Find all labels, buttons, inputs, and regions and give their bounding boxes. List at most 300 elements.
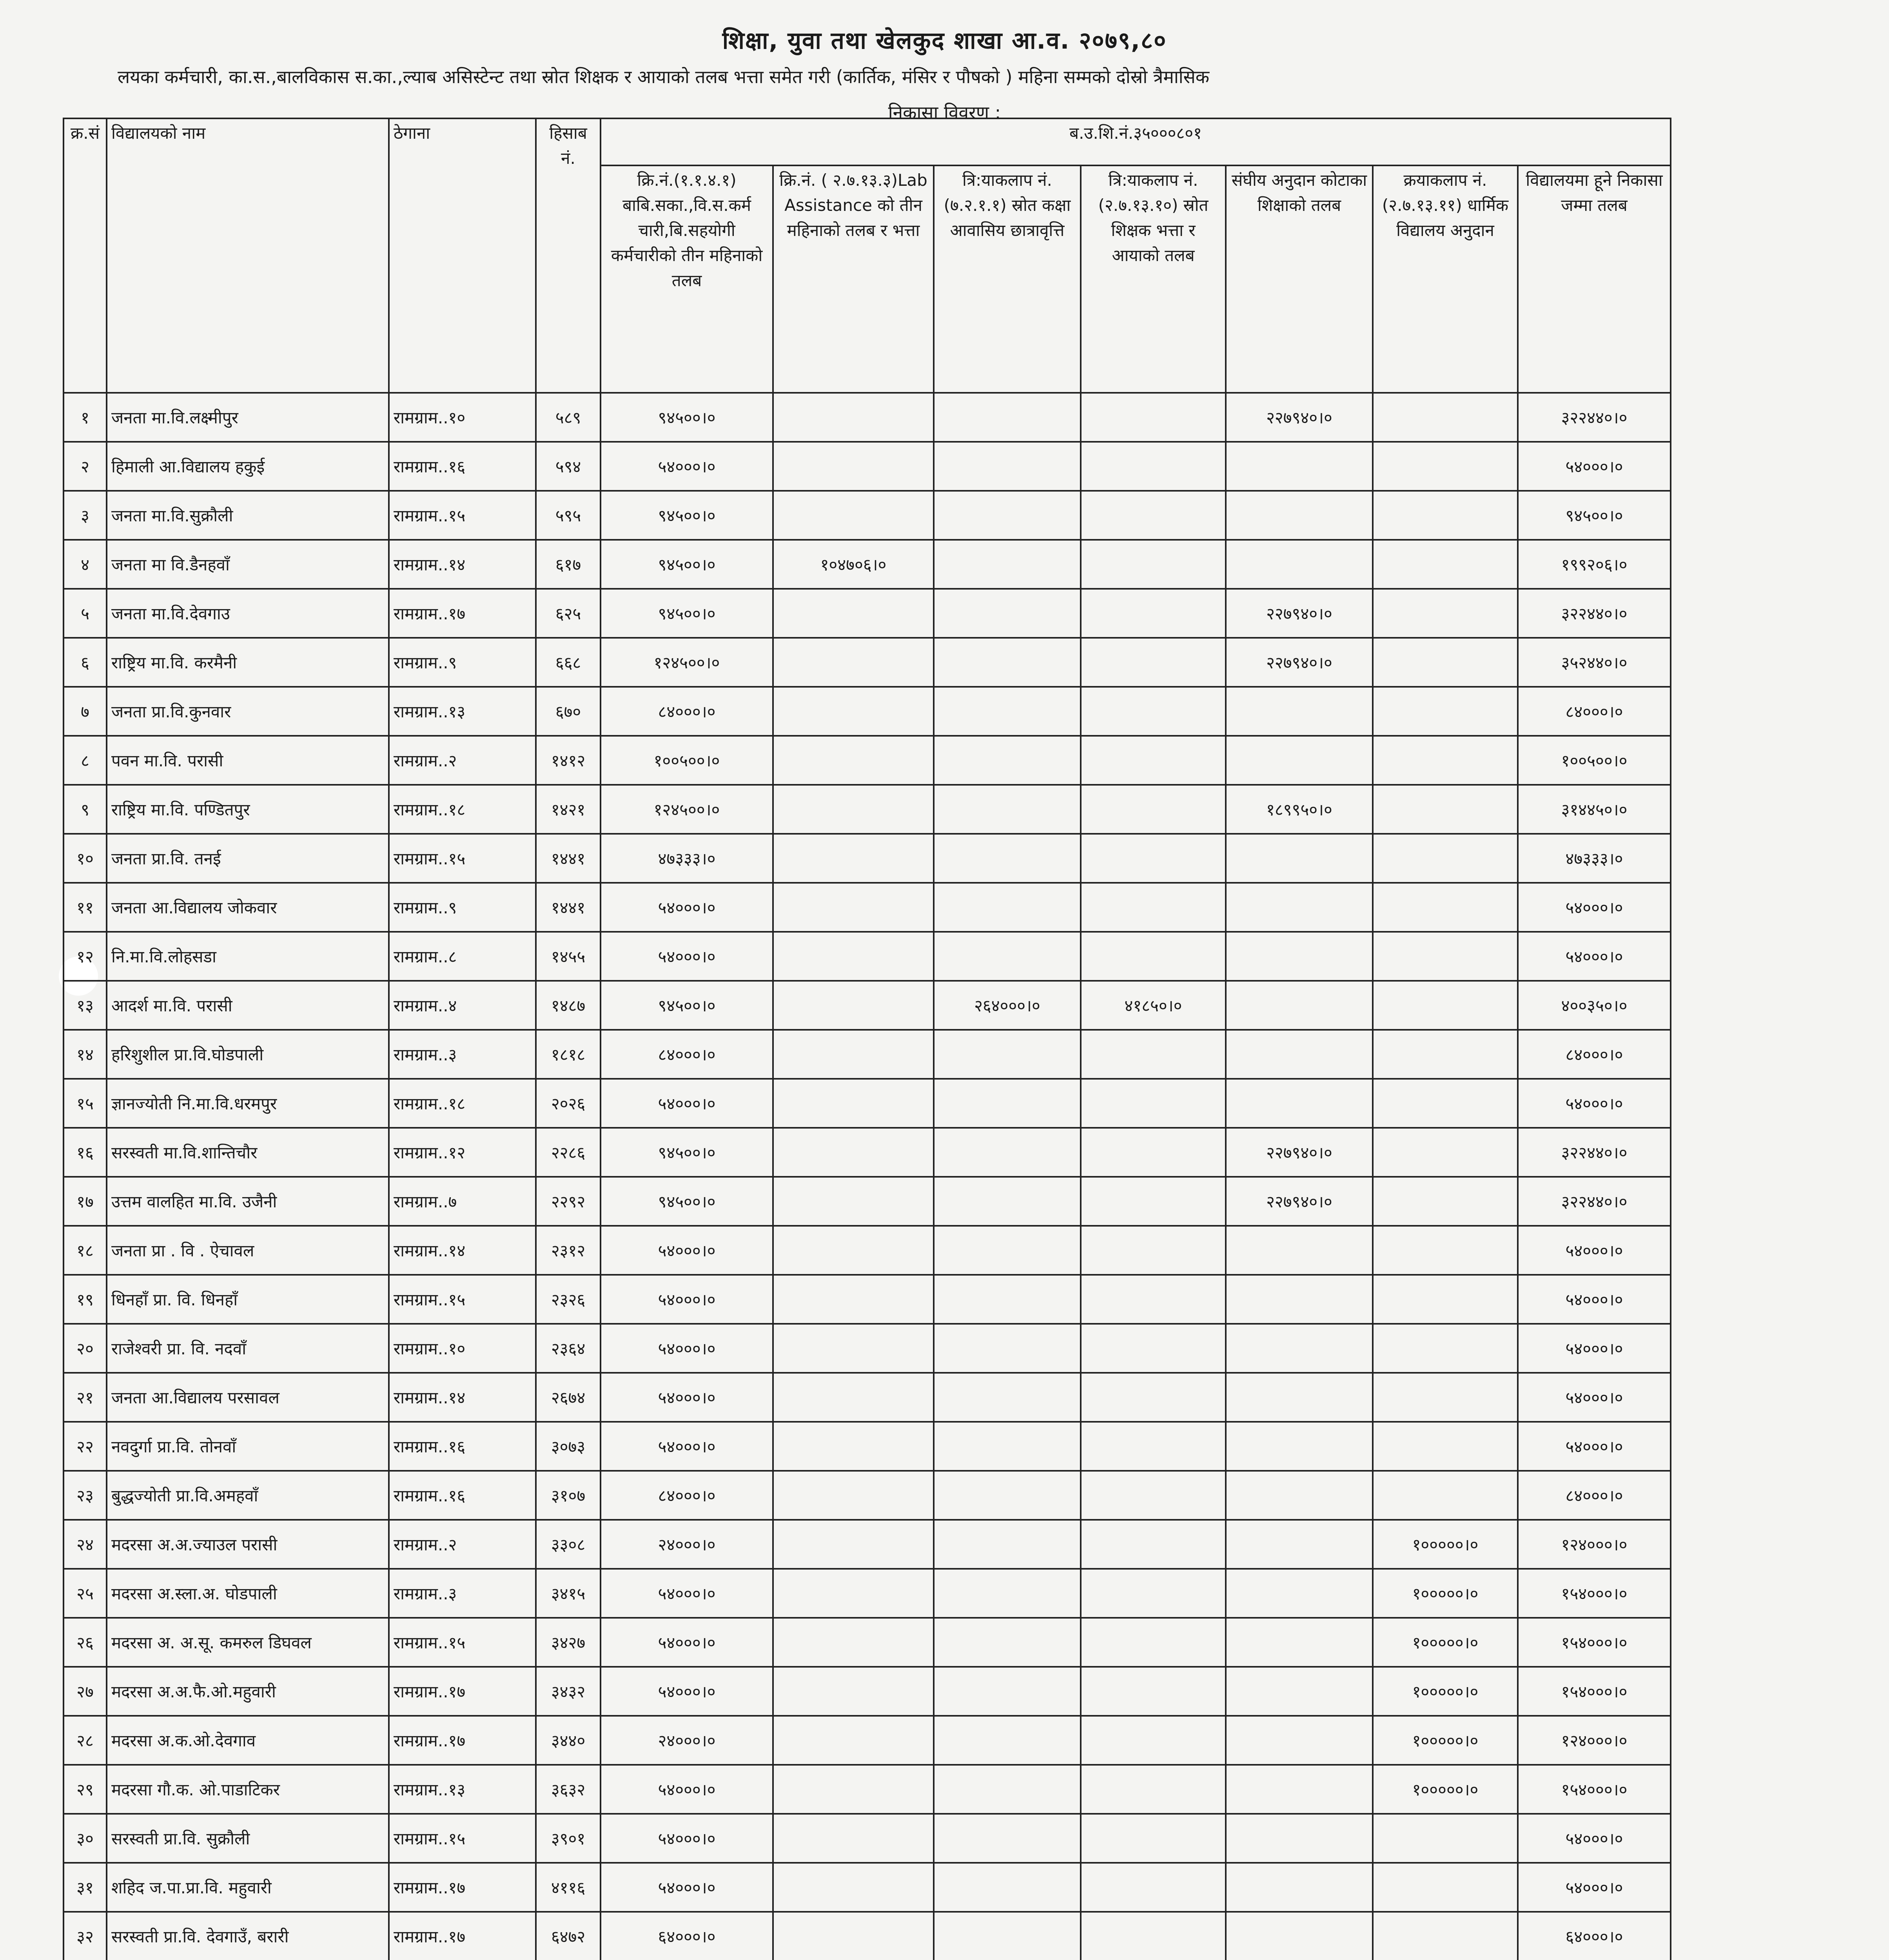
c4-cell (1081, 1814, 1226, 1863)
table-row (64, 1716, 1671, 1765)
c4-cell (1081, 883, 1226, 932)
c5-cell (1226, 442, 1373, 491)
c5-cell (1226, 736, 1373, 785)
c4-cell (1081, 1765, 1226, 1814)
total-cell: ८४०००।० (1518, 687, 1671, 736)
table-row (64, 1765, 1671, 1814)
c2-cell (773, 883, 934, 932)
school-cell: जनता मा वि.डैनहवाँ (107, 540, 389, 589)
table-row (64, 1226, 1671, 1275)
c4-cell (1081, 834, 1226, 883)
sn-cell: २१ (64, 1373, 107, 1422)
c1-cell: ६४०००।० (601, 1912, 773, 1960)
c1-cell: ९४५००।० (601, 981, 773, 1030)
c2-cell (773, 1618, 934, 1667)
account-cell: ३४४० (536, 1716, 601, 1765)
c6-cell (1373, 981, 1518, 1030)
table-row (64, 785, 1671, 834)
c1-cell: ५४०००।० (601, 1667, 773, 1716)
c2-cell (773, 1667, 934, 1716)
account-cell: ६६८ (536, 638, 601, 687)
c6-cell (1373, 540, 1518, 589)
c3-cell (934, 1226, 1081, 1275)
c5-cell: २२७९४०।० (1226, 589, 1373, 638)
c3-cell (934, 1275, 1081, 1324)
col-header-sn: क्र.सं (64, 118, 107, 393)
account-cell: १८१८ (536, 1030, 601, 1079)
c2-cell (773, 589, 934, 638)
table-row (64, 1373, 1671, 1422)
c3-cell (934, 540, 1081, 589)
c1-cell: २४०००।० (601, 1716, 773, 1765)
account-cell: ५९५ (536, 491, 601, 540)
c3-cell (934, 393, 1081, 442)
c6-cell (1373, 1912, 1518, 1960)
school-cell: मदरसा अ.अ.फै.ओ.महुवारी (107, 1667, 389, 1716)
total-cell: ५४०००।० (1518, 883, 1671, 932)
school-cell: जनता मा.वि.लक्ष्मीपुर (107, 393, 389, 442)
c3-cell (934, 1569, 1081, 1618)
c5-cell (1226, 687, 1373, 736)
account-cell: १४१२ (536, 736, 601, 785)
total-cell: ५४०००।० (1518, 932, 1671, 981)
c6-cell (1373, 736, 1518, 785)
c1-cell: ५४०००।० (601, 1765, 773, 1814)
total-cell: ८४०००।० (1518, 1030, 1671, 1079)
school-cell: हिमाली आ.विद्यालय हकुई (107, 442, 389, 491)
c4-cell (1081, 1912, 1226, 1960)
c5-cell: २२७९४०।० (1226, 638, 1373, 687)
c3-cell (934, 1030, 1081, 1079)
total-cell: ३२२४४०।० (1518, 589, 1671, 638)
c5-cell (1226, 834, 1373, 883)
table-row (64, 883, 1671, 932)
col-header-address: ठेगाना (389, 118, 536, 393)
table-row (64, 1618, 1671, 1667)
c5-cell (1226, 932, 1373, 981)
c4-cell (1081, 442, 1226, 491)
c6-cell: १०००००।० (1373, 1765, 1518, 1814)
sn-cell: १८ (64, 1226, 107, 1275)
school-cell: मदरसा गौ.क. ओ.पाडाटिकर (107, 1765, 389, 1814)
sn-cell: १२ (64, 932, 107, 981)
c5-cell (1226, 1863, 1373, 1912)
address-cell: रामग्राम..१५ (389, 834, 536, 883)
total-cell: ५४०००।० (1518, 442, 1671, 491)
sn-cell: २७ (64, 1667, 107, 1716)
c3-cell (934, 1765, 1081, 1814)
address-cell: रामग्राम..४ (389, 981, 536, 1030)
table-row (64, 981, 1671, 1030)
col-header-c5: संघीय अनुदान कोटाका शिक्षाको तलब (1226, 165, 1373, 393)
account-cell: ३४२७ (536, 1618, 601, 1667)
school-cell: हरिशुशील प्रा.वि.घोडपाली (107, 1030, 389, 1079)
c3-cell (934, 1324, 1081, 1373)
c6-cell: १०००००।० (1373, 1520, 1518, 1569)
table-row (64, 1422, 1671, 1471)
salary-release-table (63, 118, 1671, 1960)
total-cell: ४००३५०।० (1518, 981, 1671, 1030)
total-cell: ५४०००।० (1518, 1324, 1671, 1373)
c1-cell: ५४०००।० (601, 1226, 773, 1275)
c1-cell: २४०००।० (601, 1520, 773, 1569)
c6-cell (1373, 687, 1518, 736)
account-cell: ३९०१ (536, 1814, 601, 1863)
table-row (64, 1079, 1671, 1128)
total-cell: ३२२४४०।० (1518, 393, 1671, 442)
c1-cell: ५४०००।० (601, 442, 773, 491)
c1-cell: ८४०००।० (601, 687, 773, 736)
c1-cell: ५४०००।० (601, 1275, 773, 1324)
table-row (64, 1520, 1671, 1569)
c5-cell (1226, 540, 1373, 589)
total-cell: ८४०००।० (1518, 1471, 1671, 1520)
sn-cell: २९ (64, 1765, 107, 1814)
c2-cell (773, 1471, 934, 1520)
c3-cell (934, 1716, 1081, 1765)
school-cell: मदरसा अ. अ.सू. कमरुल डिघवल (107, 1618, 389, 1667)
c1-cell: ५४०००।० (601, 932, 773, 981)
c1-cell: ५४०००।० (601, 1863, 773, 1912)
c6-cell: १०००००।० (1373, 1667, 1518, 1716)
c1-cell: ५४०००।० (601, 1324, 773, 1373)
c2-cell (773, 736, 934, 785)
c3-cell (934, 1128, 1081, 1177)
table-row (64, 393, 1671, 442)
c5-cell (1226, 1079, 1373, 1128)
c2-cell (773, 638, 934, 687)
c4-cell (1081, 540, 1226, 589)
c5-cell (1226, 1471, 1373, 1520)
address-cell: रामग्राम..१५ (389, 1618, 536, 1667)
c3-cell (934, 785, 1081, 834)
c4-cell (1081, 1324, 1226, 1373)
c3-cell (934, 1912, 1081, 1960)
sn-cell: ४ (64, 540, 107, 589)
c5-cell (1226, 1520, 1373, 1569)
total-cell: १५४०००।० (1518, 1569, 1671, 1618)
c2-cell (773, 1863, 934, 1912)
c1-cell: ५४०००।० (601, 1422, 773, 1471)
account-cell: ३६३२ (536, 1765, 601, 1814)
total-cell: १२४०००।० (1518, 1716, 1671, 1765)
account-cell: ६४७२ (536, 1912, 601, 1960)
total-cell: १५४०००।० (1518, 1667, 1671, 1716)
table-row (64, 638, 1671, 687)
school-cell: जनता प्रा.वि. तनई (107, 834, 389, 883)
c3-cell (934, 442, 1081, 491)
c2-cell (773, 834, 934, 883)
c2-cell (773, 1030, 934, 1079)
col-header-c4: त्रि:याकलाप नं. (२.७.१३.१०) स्रोत शिक्षक भत्ता र आयाको तलब (1081, 165, 1226, 393)
c5-cell (1226, 1569, 1373, 1618)
address-cell: रामग्राम..१० (389, 1324, 536, 1373)
c3-cell (934, 1618, 1081, 1667)
school-cell: राष्ट्रिय मा.वि. पण्डितपुर (107, 785, 389, 834)
c2-cell (773, 1177, 934, 1226)
school-cell: मदरसा अ.स्ला.अ. घोडपाली (107, 1569, 389, 1618)
address-cell: रामग्राम..७ (389, 1177, 536, 1226)
c2-cell (773, 785, 934, 834)
c5-cell (1226, 1275, 1373, 1324)
c2-cell (773, 1716, 934, 1765)
c4-cell (1081, 1128, 1226, 1177)
c2-cell (773, 981, 934, 1030)
c1-cell: ५४०००।० (601, 1569, 773, 1618)
table-row (64, 1324, 1671, 1373)
c5-cell (1226, 491, 1373, 540)
sn-cell: १४ (64, 1030, 107, 1079)
c2-cell (773, 442, 934, 491)
c6-cell (1373, 1863, 1518, 1912)
col-header-c3: त्रि:याकलाप नं. (७.२.१.१) स्रोत कक्षा आवासिय छात्रावृत्ति (934, 165, 1081, 393)
account-cell: ५८९ (536, 393, 601, 442)
c4-cell (1081, 1863, 1226, 1912)
account-cell: २६७४ (536, 1373, 601, 1422)
total-cell: ५४०००।० (1518, 1226, 1671, 1275)
document-title: शिक्षा, युवा तथा खेलकुद शाखा आ.व. २०७९,८० (722, 27, 1167, 54)
account-cell: ४११६ (536, 1863, 601, 1912)
account-cell: २३१२ (536, 1226, 601, 1275)
c5-cell (1226, 981, 1373, 1030)
sn-cell: १ (64, 393, 107, 442)
table-row (64, 491, 1671, 540)
c2-cell (773, 1324, 934, 1373)
school-cell: शहिद ज.पा.प्रा.वि. महुवारी (107, 1863, 389, 1912)
table-row (64, 834, 1671, 883)
account-cell: ३०७३ (536, 1422, 601, 1471)
address-cell: रामग्राम..१४ (389, 1226, 536, 1275)
c2-cell (773, 1226, 934, 1275)
c6-cell (1373, 1471, 1518, 1520)
c2-cell (773, 393, 934, 442)
address-cell: रामग्राम..१७ (389, 1667, 536, 1716)
address-cell: रामग्राम..१८ (389, 1079, 536, 1128)
c3-cell (934, 1520, 1081, 1569)
total-cell: १५४०००।० (1518, 1765, 1671, 1814)
total-cell: १२४०००।० (1518, 1520, 1671, 1569)
school-cell: धिनहाँ प्रा. वि. धिनहाँ (107, 1275, 389, 1324)
school-cell: सरस्वती प्रा.वि. देवगाउँ, बरारी (107, 1912, 389, 1960)
sn-cell: ३२ (64, 1912, 107, 1960)
c6-cell (1373, 1030, 1518, 1079)
c4-cell (1081, 1177, 1226, 1226)
c2-cell (773, 1765, 934, 1814)
col-header-c6: क्रयाकलाप नं. (२.७.१३.११) धार्मिक विद्यालय अनुदान (1373, 165, 1518, 393)
c6-cell (1373, 834, 1518, 883)
account-cell: ३३०८ (536, 1520, 601, 1569)
c3-cell (934, 638, 1081, 687)
c6-cell (1373, 1177, 1518, 1226)
sn-cell: २४ (64, 1520, 107, 1569)
c2-cell (773, 1520, 934, 1569)
c6-cell (1373, 883, 1518, 932)
school-cell: राष्ट्रिय मा.वि. करमैनी (107, 638, 389, 687)
school-cell: सरस्वती प्रा.वि. सुक्रौली (107, 1814, 389, 1863)
sn-cell: २३ (64, 1471, 107, 1520)
c4-cell (1081, 393, 1226, 442)
account-cell: ३४१५ (536, 1569, 601, 1618)
total-cell: ५४०००।० (1518, 1275, 1671, 1324)
col-header-c1: क्रि.नं.(१.१.४.१) बाबि.सका.,वि.स.कर्म चारी,बि.सहयोगी कर्मचारीको तीन महिनाको तलब (601, 165, 773, 393)
table-row (64, 1030, 1671, 1079)
account-cell: २३६४ (536, 1324, 601, 1373)
table-row (64, 540, 1671, 589)
table-row (64, 589, 1671, 638)
address-cell: रामग्राम..९ (389, 638, 536, 687)
address-cell: रामग्राम..२ (389, 1520, 536, 1569)
c5-cell (1226, 1324, 1373, 1373)
c1-cell: १००५००।० (601, 736, 773, 785)
sn-cell: २८ (64, 1716, 107, 1765)
address-cell: रामग्राम..३ (389, 1569, 536, 1618)
sn-cell: ९ (64, 785, 107, 834)
c2-cell (773, 1128, 934, 1177)
school-cell: मदरसा अ.अ.ज्याउल परासी (107, 1520, 389, 1569)
account-cell: १४४१ (536, 883, 601, 932)
total-cell: ९४५००।० (1518, 491, 1671, 540)
c6-cell (1373, 785, 1518, 834)
school-cell: पवन मा.वि. परासी (107, 736, 389, 785)
c2-cell (773, 1912, 934, 1960)
school-cell: नवदुर्गा प्रा.वि. तोनवाँ (107, 1422, 389, 1471)
total-cell: ३१४४५०।० (1518, 785, 1671, 834)
c5-cell (1226, 1912, 1373, 1960)
c4-cell (1081, 1275, 1226, 1324)
total-cell: ५४०००।० (1518, 1863, 1671, 1912)
table-row (64, 687, 1671, 736)
c3-cell (934, 1079, 1081, 1128)
c1-cell: १२४५००।० (601, 785, 773, 834)
address-cell: रामग्राम..१४ (389, 540, 536, 589)
c3-cell (934, 1177, 1081, 1226)
c4-cell (1081, 1226, 1226, 1275)
sn-cell: १५ (64, 1079, 107, 1128)
sn-cell: २ (64, 442, 107, 491)
col-header-total: विद्यालयमा हूने निकासा जम्मा तलब (1518, 165, 1671, 393)
c3-cell (934, 932, 1081, 981)
c4-cell (1081, 785, 1226, 834)
table-body (64, 393, 1671, 1960)
table-row (64, 1177, 1671, 1226)
c3-cell (934, 1863, 1081, 1912)
c6-cell (1373, 1373, 1518, 1422)
c3-cell (934, 491, 1081, 540)
c5-cell: २२७९४०।० (1226, 393, 1373, 442)
sn-cell: १० (64, 834, 107, 883)
sn-cell: १९ (64, 1275, 107, 1324)
c4-cell (1081, 1716, 1226, 1765)
c1-cell: ५४०००।० (601, 1373, 773, 1422)
c5-cell: २२७९४०।० (1226, 1128, 1373, 1177)
c3-cell (934, 687, 1081, 736)
school-cell: जनता प्रा.वि.कुनवार (107, 687, 389, 736)
address-cell: रामग्राम..१६ (389, 442, 536, 491)
address-cell: रामग्राम..९ (389, 883, 536, 932)
c3-cell (934, 1814, 1081, 1863)
school-cell: जनता मा.वि.सुक्रौली (107, 491, 389, 540)
address-cell: रामग्राम..२ (389, 736, 536, 785)
c4-cell (1081, 1520, 1226, 1569)
address-cell: रामग्राम..१७ (389, 1863, 536, 1912)
c5-cell (1226, 1814, 1373, 1863)
table-row (64, 1471, 1671, 1520)
c5-cell (1226, 1226, 1373, 1275)
school-cell: उत्तम वालहित मा.वि. उजैनी (107, 1177, 389, 1226)
c1-cell: ८४०००।० (601, 1471, 773, 1520)
account-cell: २३२६ (536, 1275, 601, 1324)
sn-cell: ३१ (64, 1863, 107, 1912)
total-cell: ५४०००।० (1518, 1079, 1671, 1128)
address-cell: रामग्राम..१२ (389, 1128, 536, 1177)
address-cell: रामग्राम..१७ (389, 1716, 536, 1765)
address-cell: रामग्राम..३ (389, 1030, 536, 1079)
total-cell: ५४०००।० (1518, 1422, 1671, 1471)
address-cell: रामग्राम..१३ (389, 687, 536, 736)
c1-cell: ९४५००।० (601, 491, 773, 540)
sn-cell: १३ (64, 981, 107, 1030)
c4-cell (1081, 932, 1226, 981)
c6-cell (1373, 1128, 1518, 1177)
total-cell: ३२२४४०।० (1518, 1128, 1671, 1177)
c4-cell (1081, 1422, 1226, 1471)
table-row (64, 1667, 1671, 1716)
address-cell: रामग्राम..१५ (389, 1814, 536, 1863)
c6-cell (1373, 1275, 1518, 1324)
c1-cell: ५४०००।० (601, 1618, 773, 1667)
total-cell: ५४०००।० (1518, 1373, 1671, 1422)
c6-cell (1373, 442, 1518, 491)
total-cell: ३२२४४०।० (1518, 1177, 1671, 1226)
c4-cell (1081, 1569, 1226, 1618)
c5-cell (1226, 1373, 1373, 1422)
sn-cell: ३ (64, 491, 107, 540)
c4-cell (1081, 1079, 1226, 1128)
c4-cell (1081, 1618, 1226, 1667)
c6-cell (1373, 589, 1518, 638)
c3-cell: २६४०००।० (934, 981, 1081, 1030)
table-row (64, 1814, 1671, 1863)
document-subtitle-2: निकासा विवरण : (888, 102, 1001, 123)
c2-cell (773, 1275, 934, 1324)
account-cell: २२८६ (536, 1128, 601, 1177)
total-cell: ६४०००।० (1518, 1912, 1671, 1960)
c1-cell: ४७३३३।० (601, 834, 773, 883)
school-cell: बुद्धज्योती प्रा.वि.अमहवाँ (107, 1471, 389, 1520)
table-row (64, 442, 1671, 491)
c4-cell (1081, 491, 1226, 540)
c1-cell: ९४५००।० (601, 1128, 773, 1177)
address-cell: रामग्राम..१७ (389, 589, 536, 638)
col-header-budget: ब.उ.शि.नं.३५०००८०१ (601, 118, 1671, 165)
school-cell: जनता आ.विद्यालय जोकवार (107, 883, 389, 932)
c4-cell (1081, 736, 1226, 785)
sn-cell: ८ (64, 736, 107, 785)
total-cell: ४७३३३।० (1518, 834, 1671, 883)
school-cell: नि.मा.वि.लोहसडा (107, 932, 389, 981)
c5-cell (1226, 1667, 1373, 1716)
c6-cell (1373, 1324, 1518, 1373)
c6-cell (1373, 932, 1518, 981)
table-row (64, 736, 1671, 785)
school-cell: सरस्वती मा.वि.शान्तिचौर (107, 1128, 389, 1177)
c2-cell (773, 1373, 934, 1422)
c3-cell (934, 883, 1081, 932)
sn-cell: २५ (64, 1569, 107, 1618)
table-row (64, 932, 1671, 981)
c2-cell (773, 491, 934, 540)
table-row (64, 1275, 1671, 1324)
